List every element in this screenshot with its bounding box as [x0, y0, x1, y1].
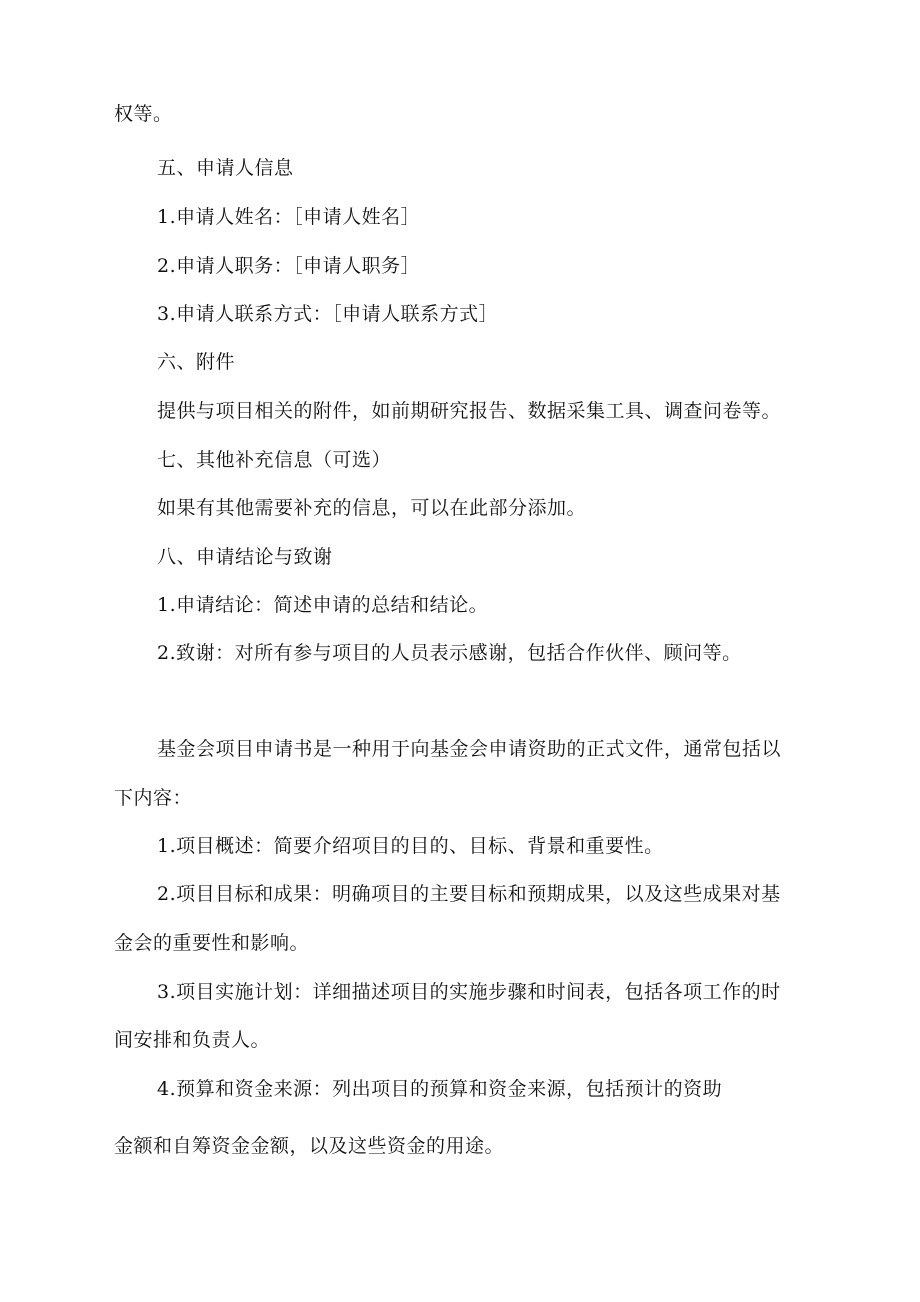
section-heading-supplementary: 七、其他补充信息（可选） [157, 449, 392, 471]
list-item-goals-line-2: 金会的重要性和影响。 [114, 932, 310, 954]
list-item-budget-line-2: 金额和自筹资金金额，以及这些资金的用途。 [114, 1135, 505, 1157]
paragraph-intro-line-2: 下内容： [114, 787, 193, 809]
list-item-plan-line-2: 间安排和负责人。 [114, 1029, 271, 1051]
section-heading-applicant-info: 五、申请人信息 [157, 157, 294, 179]
paragraph-intro-line-1: 基金会项目申请书是一种用于向基金会申请资助的正式文件，通常包括以 [157, 738, 782, 760]
list-item-budget-line-1: 4.预算和资金来源：列出项目的预算和资金来源，包括预计的资助 [157, 1078, 723, 1100]
section-heading-attachments: 六、附件 [157, 351, 236, 373]
paragraph-supplementary: 如果有其他需要补充的信息，可以在此部分添加。 [157, 497, 587, 519]
paragraph-attachments: 提供与项目相关的附件，如前期研究报告、数据采集工具、调查问卷等。 [157, 400, 782, 422]
list-item-overview: 1.项目概述：简要介绍项目的目的、目标、背景和重要性。 [157, 835, 664, 857]
list-item-goals-line-1: 2.项目目标和成果：明确项目的主要目标和预期成果，以及这些成果对基 [157, 883, 781, 905]
list-item-acknowledgement: 2.致谢：对所有参与项目的人员表示感谢，包括合作伙伴、顾问等。 [157, 642, 742, 664]
section-heading-conclusion: 八、申请结论与致谢 [157, 546, 333, 568]
list-item-applicant-contact: 3.申请人联系方式：［申请人联系方式］ [157, 303, 499, 325]
list-item-applicant-name: 1.申请人姓名：［申请人姓名］ [157, 206, 421, 228]
list-item-plan-line-1: 3.项目实施计划：详细描述项目的实施步骤和时间表，包括各项工作的时 [157, 981, 781, 1003]
paragraph-continuation: 权等。 [114, 103, 173, 125]
list-item-conclusion: 1.申请结论：简述申请的总结和结论。 [157, 594, 489, 616]
list-item-applicant-title: 2.申请人职务：［申请人职务］ [157, 255, 421, 277]
